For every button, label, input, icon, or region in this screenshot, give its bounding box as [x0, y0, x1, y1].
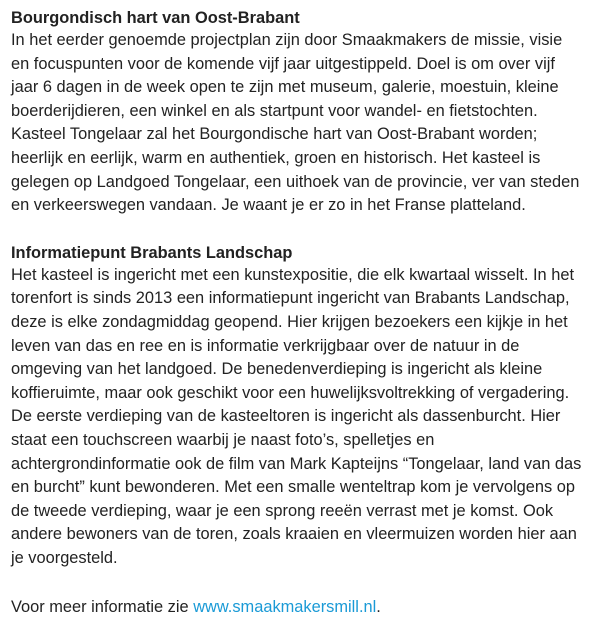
- paragraph-line: en burcht” kunt bewonderen. Met een smalle wenteltrap kom je vervolgens op: [11, 478, 575, 497]
- paragraph-line: boerderijdieren, een winkel en als startpunt voor wandel- en fietstochten.: [11, 101, 538, 120]
- paragraph-line: Kasteel Tongelaar zal het Bourgondische hart van Oost-Brabant worden;: [11, 125, 538, 144]
- article: [11, 7, 596, 636]
- paragraph-line: heerlijk en eerlijk, warm en authentiek, groen en historisch. Het kasteel is: [11, 148, 541, 167]
- paragraph-line: staat een touchscreen waarbij je naast foto’s, spelletjes en: [11, 430, 435, 449]
- section-informatiepunt: [11, 242, 596, 571]
- paragraph-line: de tweede verdieping, waar je een sprong reeën verrast met je komst. Ook: [11, 501, 554, 520]
- paragraph-line: andere bewoners van de toren, zoals kraaien en vleermuizen worden hier aan: [11, 525, 577, 544]
- paragraph-line: en focuspunten voor de komende vijf jaar uitgestippeld. Doel is om over vijf: [11, 54, 555, 73]
- section-bourgondisch-hart: [11, 7, 596, 218]
- paragraph-line: deze is elke zondagmiddag geopend. Hier krijgen bezoekers een kijkje in het: [11, 312, 568, 331]
- section-body: [11, 264, 596, 571]
- more-info-line: [11, 596, 596, 620]
- paragraph-line: De eerste verdieping van de kasteeltoren is ingericht als dassenburcht. Hier: [11, 407, 561, 426]
- more-info-prefix: Voor meer informatie zie: [11, 598, 194, 617]
- paragraph-line: je voorgesteld.: [11, 548, 118, 567]
- section-title: Bourgondisch hart van Oost-Brabant: [11, 9, 300, 27]
- section-title: Informatiepunt Brabants Landschap: [11, 243, 293, 262]
- paragraph-line: In het eerder genoemde projectplan zijn door Smaakmakers de missie, visie: [11, 31, 563, 49]
- paragraph-line: torenfort is sinds 2013 een informatiepunt ingericht van Brabants Landschap,: [11, 289, 570, 308]
- paragraph-line: en verkeerswegen vandaan. Je waant je er zo in het Franse platteland.: [11, 196, 526, 215]
- paragraph-line: achtergrondinformatie ook de film van Mark Kapteijns “Tongelaar, land van das: [11, 454, 582, 473]
- paragraph-line: omgeving van het landgoed. De benedenverdieping is ingericht als kleine: [11, 360, 543, 379]
- paragraph-line: leven van das en ree en is informatie verkrijgbaar over de natuur in de: [11, 336, 520, 355]
- paragraph-line: Het kasteel is ingericht met een kunstexpositie, die elk kwartaal wisselt. In het: [11, 265, 575, 284]
- paragraph-line: koffieruimte, maar ook geschikt voor een huwelijksvoltrekking of vergadering.: [11, 383, 570, 402]
- paragraph-line: gelegen op Landgoed Tongelaar, een uithoek van de provincie, ver van steden: [11, 172, 580, 191]
- paragraph-line: jaar 6 dagen in de week open te zijn met museum, galerie, moestuin, kleine: [11, 78, 559, 97]
- website-link[interactable]: www.smaakmakersmill.nl: [193, 598, 377, 617]
- more-info-suffix: .: [376, 598, 381, 617]
- section-body: [11, 29, 596, 218]
